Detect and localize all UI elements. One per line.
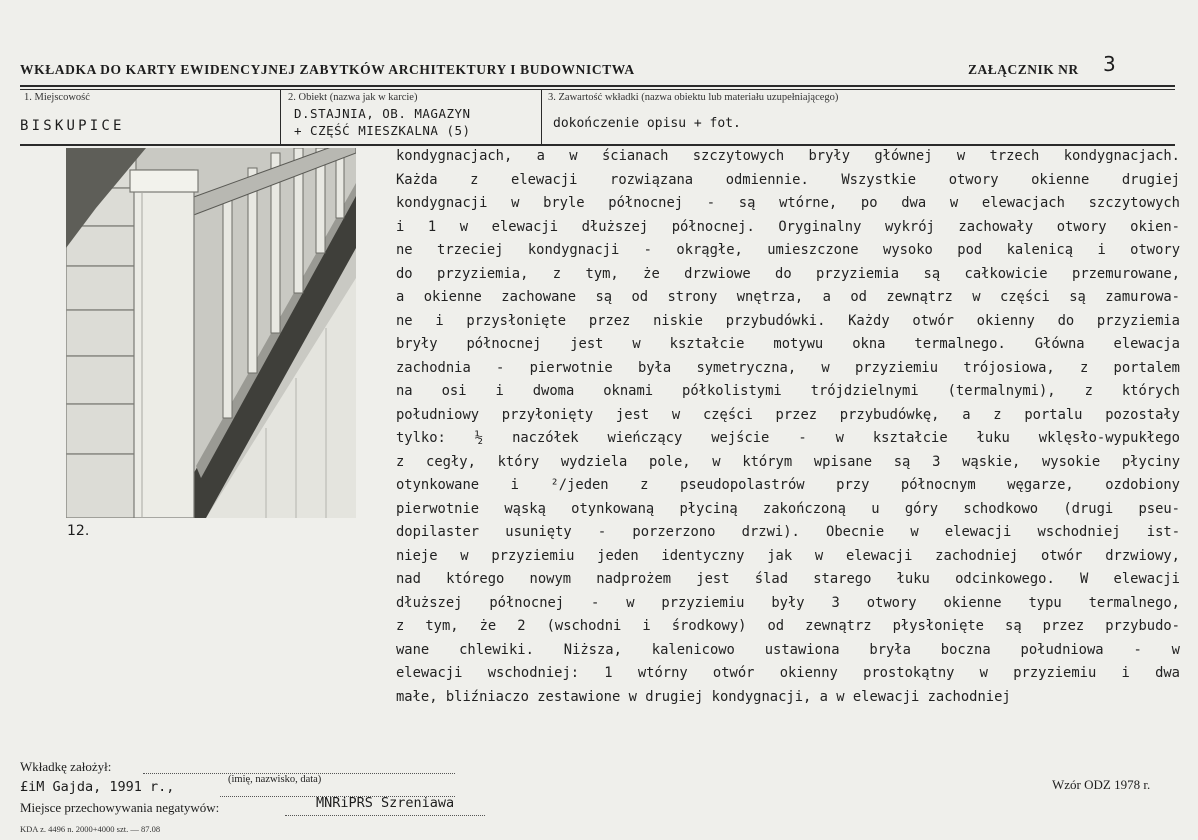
staircase-photo-drawing <box>66 148 356 518</box>
object-value-line2: + CZĘŚĆ MIESZKALNA (5) <box>294 123 471 138</box>
text-line: na osi i dwoma oknami półkolistymi trójdzielnymi (termalnymi), z których <box>396 383 1180 399</box>
founder-value: £iM Gajda, 1991 r., <box>20 779 175 795</box>
text-line: małe, bliźniaczo zestawione w drugiej kondygnacji, a w elewacji zachodniej <box>396 688 1011 705</box>
negatives-label: Miejsce przechowywania negatywów: <box>20 800 220 815</box>
contents-value: dokończenie opisu + fot. <box>553 116 741 131</box>
locality-label: 1. Miejscowość <box>24 92 90 103</box>
text-line: pierwotnie wąską otynkowaną płyciną zakończoną u góry schodkowo (drugi pseu- <box>396 500 1180 517</box>
field-divider-1 <box>280 89 281 144</box>
contents-label: 3. Zawartość wkładki (nazwa obiektu lub materiału uzupełniającego) <box>548 92 839 103</box>
text-line: Każda z elewacji rozwiązana odmiennie. Wszystkie otwory okienne drugiej <box>396 171 1180 188</box>
annex-label: ZAŁĄCZNIK NR <box>968 62 1079 77</box>
locality-value: BISKUPICE <box>20 118 125 134</box>
text-line: nieje w przyziemiu jeden identyczny jak w elewacji zachodniej otwór drzwiowy, <box>396 547 1180 564</box>
text-line: dłuższej północnej - w przyziemiu były 3 otwory okienne typu termalnego, <box>396 594 1180 611</box>
text-line: zachodnia - pierwotnie była symetryczna, w przyziemiu trójosiowa, z portalem <box>396 359 1180 376</box>
text-line: elewacji wschodniej: 1 wtórny otwór okienny prostokątny w przyziemiu i dwa <box>396 665 1180 681</box>
photo-number: 12. <box>67 523 90 539</box>
text-line: tylko: ½ naczółek wieńczący wejście - w kształcie łuku wklęsło-wypukłego <box>396 430 1180 446</box>
text-line: i 1 w elewacji dłuższej północnej. Oryginalny wykrój zachowały otwory okien- <box>396 218 1180 235</box>
document-title: WKŁADKA DO KARTY EWIDENCYJNEJ ZABYTKÓW ARCHITEKTURY I BUDOWNICTWA <box>20 62 635 77</box>
text-line: ne trzeciej kondygnacji - okrągłe, umieszczone wysoko pod kalenicą i otwory <box>396 242 1180 258</box>
template-label: Wzór ODZ 1978 r. <box>1052 777 1151 792</box>
text-line: dopilaster usunięty - porzerzono drzwi). Obecnie w elewacji wschodniej ist- <box>396 524 1180 540</box>
founder-hint: (imię, nazwisko, data) <box>228 774 322 785</box>
text-line: kondygnacjach, a w ścianach szczytowych bryły głównej w trzech kondygnacjach. <box>396 148 1180 164</box>
annex-number: 3 <box>1103 52 1116 76</box>
text-line: z tym, że 2 (wschodni i środkowy) od zewnątrz płysłonięte są przez przybudo- <box>396 618 1180 634</box>
negatives-value: MNRiPRS Szreniawa <box>316 795 455 811</box>
field-divider-2 <box>541 89 542 144</box>
text-line: nad którego nowym nadprożem jest ślad starego łuku odcinkowego. W elewacji <box>396 571 1180 587</box>
founder-label: Wkładkę założył: <box>20 759 112 774</box>
text-line: z cegły, który wydziela pole, w którym wpisane są 3 wąskie, wysokie płyciny <box>396 453 1180 470</box>
text-line: ne i przysłonięte przez niskie przybudówki. Każdy otwór okienny do przyziemia <box>396 312 1180 329</box>
text-line: południowy przyłonięty jest w części przez przybudówkę, a z portalu pozostały <box>396 406 1180 423</box>
object-label: 2. Obiekt (nazwa jak w karcie) <box>288 92 418 103</box>
object-value-line1: D.STAJNIA, OB. MAGAZYN <box>294 106 471 121</box>
print-info: KDA z. 4496 n. 2000+4000 szt. — 87.08 <box>20 824 161 834</box>
text-line: otynkowane i ²/jeden z pseudopolastrów przy północnym węgarze, ozdobiony <box>396 477 1180 493</box>
header-rule-top <box>20 85 1175 87</box>
text-line: kondygnacji w bryle północnej - są wtórne, po dwa w elewacjach szczytowych <box>396 195 1180 211</box>
text-line: do przyziemia, z tym, że drzwiowe do przyziemia są całkowicie przemurowane, <box>396 265 1180 282</box>
text-line: wane chlewiki. Niższa, kalenicowo ustawiona bryła boczna południowa - w <box>396 641 1180 658</box>
description-text <box>396 145 1180 709</box>
text-line: a okienne zachowane są od strony wnętrza, a od zewnątrz w części są zamurowa- <box>396 289 1180 305</box>
negatives-dotline <box>285 815 485 816</box>
text-line: bryły północnej jest w kształcie motywu okna termalnego. Główna elewacja <box>396 336 1180 352</box>
header-rule-mid <box>20 89 1175 90</box>
staircase-photo <box>66 148 356 518</box>
